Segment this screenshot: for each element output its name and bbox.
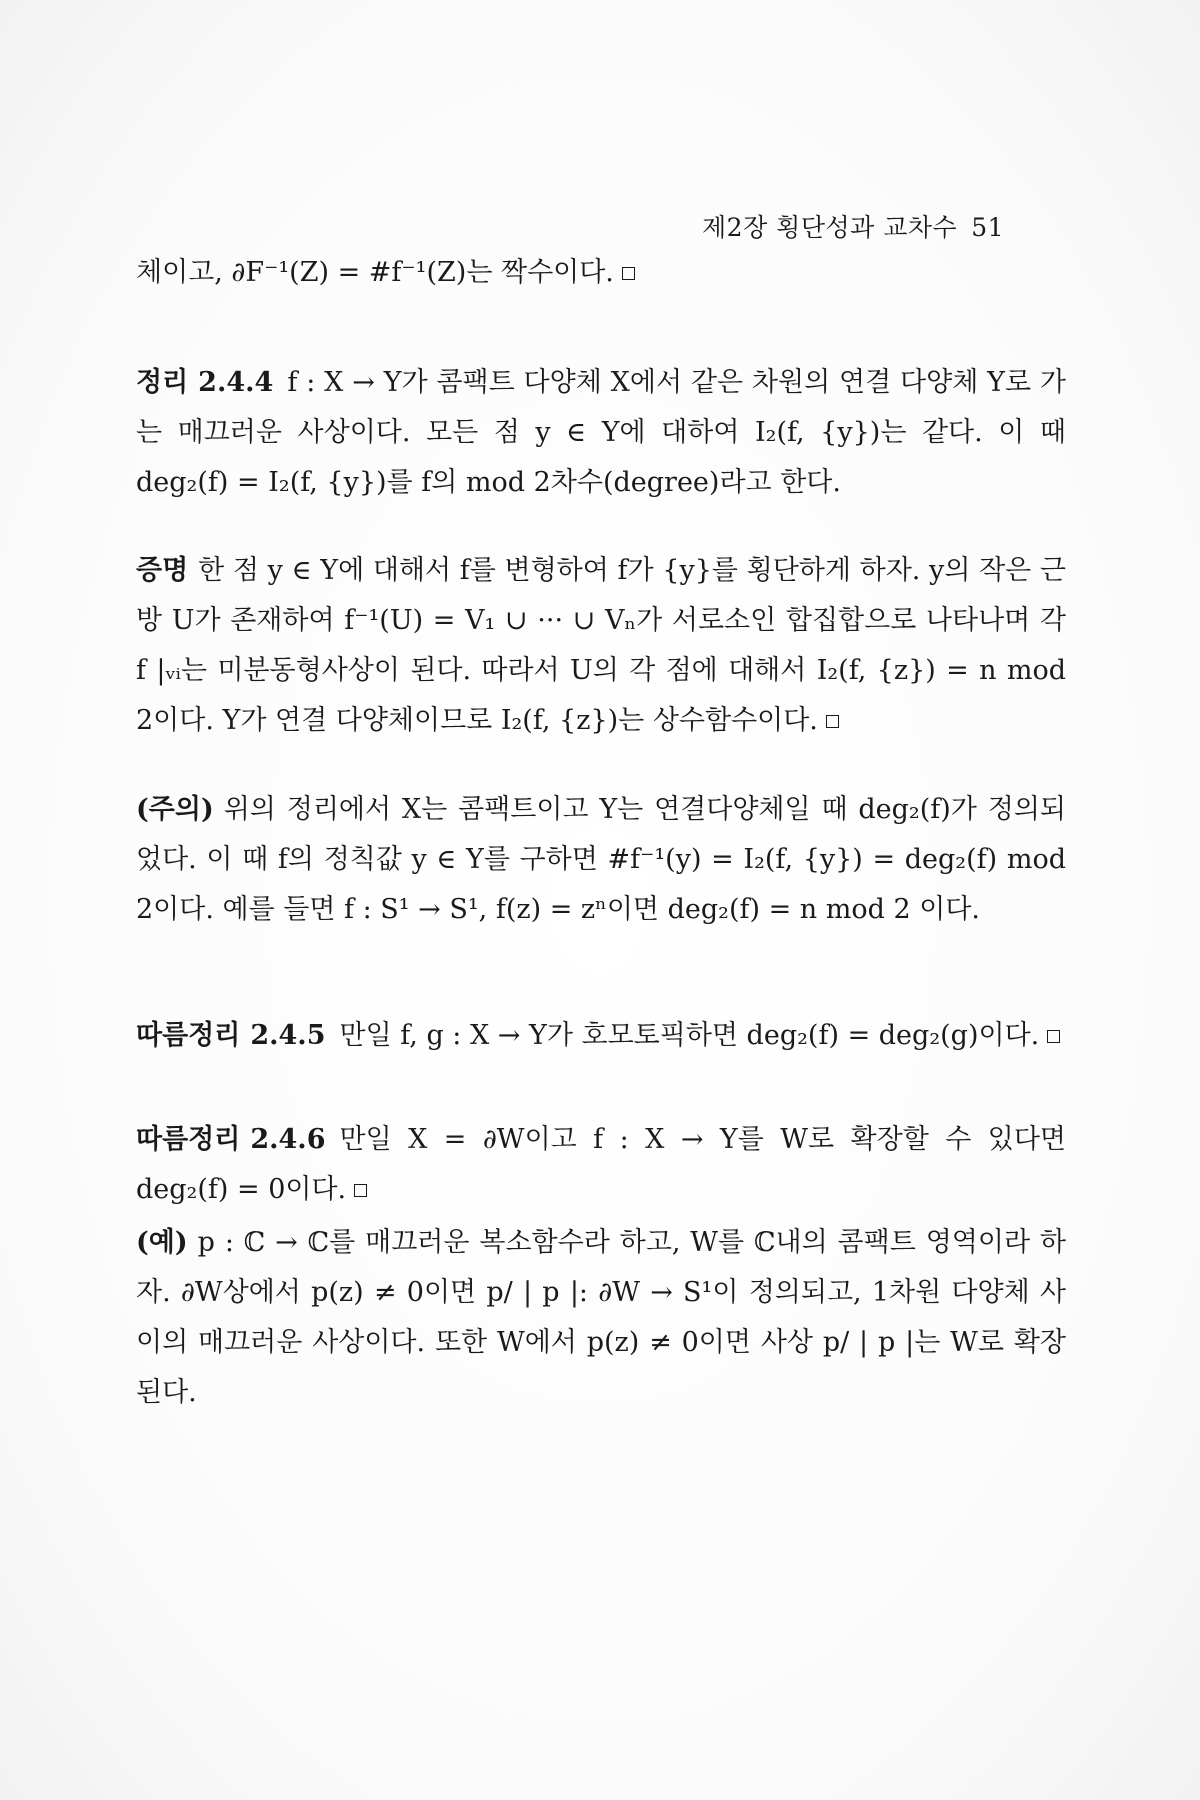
proof <box>136 546 1066 746</box>
corollary-number: 2.4.6 <box>250 1124 326 1155</box>
page-number: 51 <box>971 213 1004 242</box>
example-label: (예) <box>136 1227 188 1258</box>
remark-text: 위의 정리에서 X는 콤팩트이고 Y는 연결다양체일 때 deg₂(f)가 정의되었다. 이 때 f의 정칙값 y ∈ Y를 구하면 #f⁻¹(y) = I₂(f, {y}) = deg₂(f) mod 2이다. 예를 들면 f : S¹ → S¹, f(z) = zⁿ이면 deg₂(f) = n mod 2 이다. <box>136 794 1066 925</box>
qed-box <box>622 267 635 280</box>
continuation-text: 체이고, ∂F⁻¹(Z) = #f⁻¹(Z)는 짝수이다. <box>136 257 614 288</box>
remark <box>136 785 1066 935</box>
corollary-label: 따름정리 <box>136 1020 241 1051</box>
chapter-title: 제2장 횡단성과 교차수 <box>702 213 958 242</box>
corollary-label: 따름정리 <box>136 1124 241 1155</box>
continuation-line <box>136 248 1066 298</box>
proof-label: 증명 <box>136 555 189 586</box>
example-text: p : ℂ → ℂ를 매끄러운 복소함수라 하고, W를 ℂ내의 콤팩트 영역이라 하자. ∂W상에서 p(z) ≠ 0이면 p/ | p |: ∂W → S¹이 정의되고, 1차원 다양체 사이의 매끄러운 사상이다. 또한 W에서 p(z) ≠ 0이면 사상 p/ | p |는 W로 확장된다. <box>136 1227 1066 1408</box>
corollary-number: 2.4.5 <box>250 1020 326 1051</box>
qed-box <box>354 1184 367 1197</box>
theorem-label: 정리 <box>136 367 189 398</box>
qed-box <box>1047 1030 1060 1043</box>
theorem-number: 2.4.4 <box>198 367 274 398</box>
corollary-2-4-6 <box>136 1115 1066 1215</box>
corollary-text: 만일 X = ∂W이고 f : X → Y를 W로 확장할 수 있다면 deg₂(f) = 0이다. <box>136 1124 1066 1205</box>
example <box>136 1218 1066 1418</box>
remark-label: (주의) <box>136 794 214 825</box>
corollary-text: 만일 f, g : X → Y가 호모토픽하면 deg₂(f) = deg₂(g)이다. <box>339 1020 1040 1051</box>
proof-text: 한 점 y ∈ Y에 대해서 f를 변형하여 f가 {y}를 횡단하게 하자. y의 작은 근방 U가 존재하여 f⁻¹(U) = V₁ ∪ ··· ∪ Vₙ가 서로소인 합집합으로 나타나며 각 f |ᵥᵢ는 미분동형사상이 된다. 따라서 U의 각 점에 대해서 I₂(f, {z}) = n mod 2이다. Y가 연결 다양체이므로 I₂(f, {z})는 상수함수이다. <box>136 555 1066 736</box>
corollary-2-4-5 <box>136 1011 1066 1061</box>
theorem-2-4-4 <box>136 358 1066 508</box>
theorem-text: f : X → Y가 콤팩트 다양체 X에서 같은 차원의 연결 다양체 Y로 가는 매끄러운 사상이다. 모든 점 y ∈ Y에 대하여 I₂(f, {y})는 같다. 이 때 deg₂(f) = I₂(f, {y})를 f의 mod 2차수(degree)라고 한다. <box>136 367 1066 498</box>
running-header <box>702 208 1004 244</box>
qed-box <box>826 715 839 728</box>
